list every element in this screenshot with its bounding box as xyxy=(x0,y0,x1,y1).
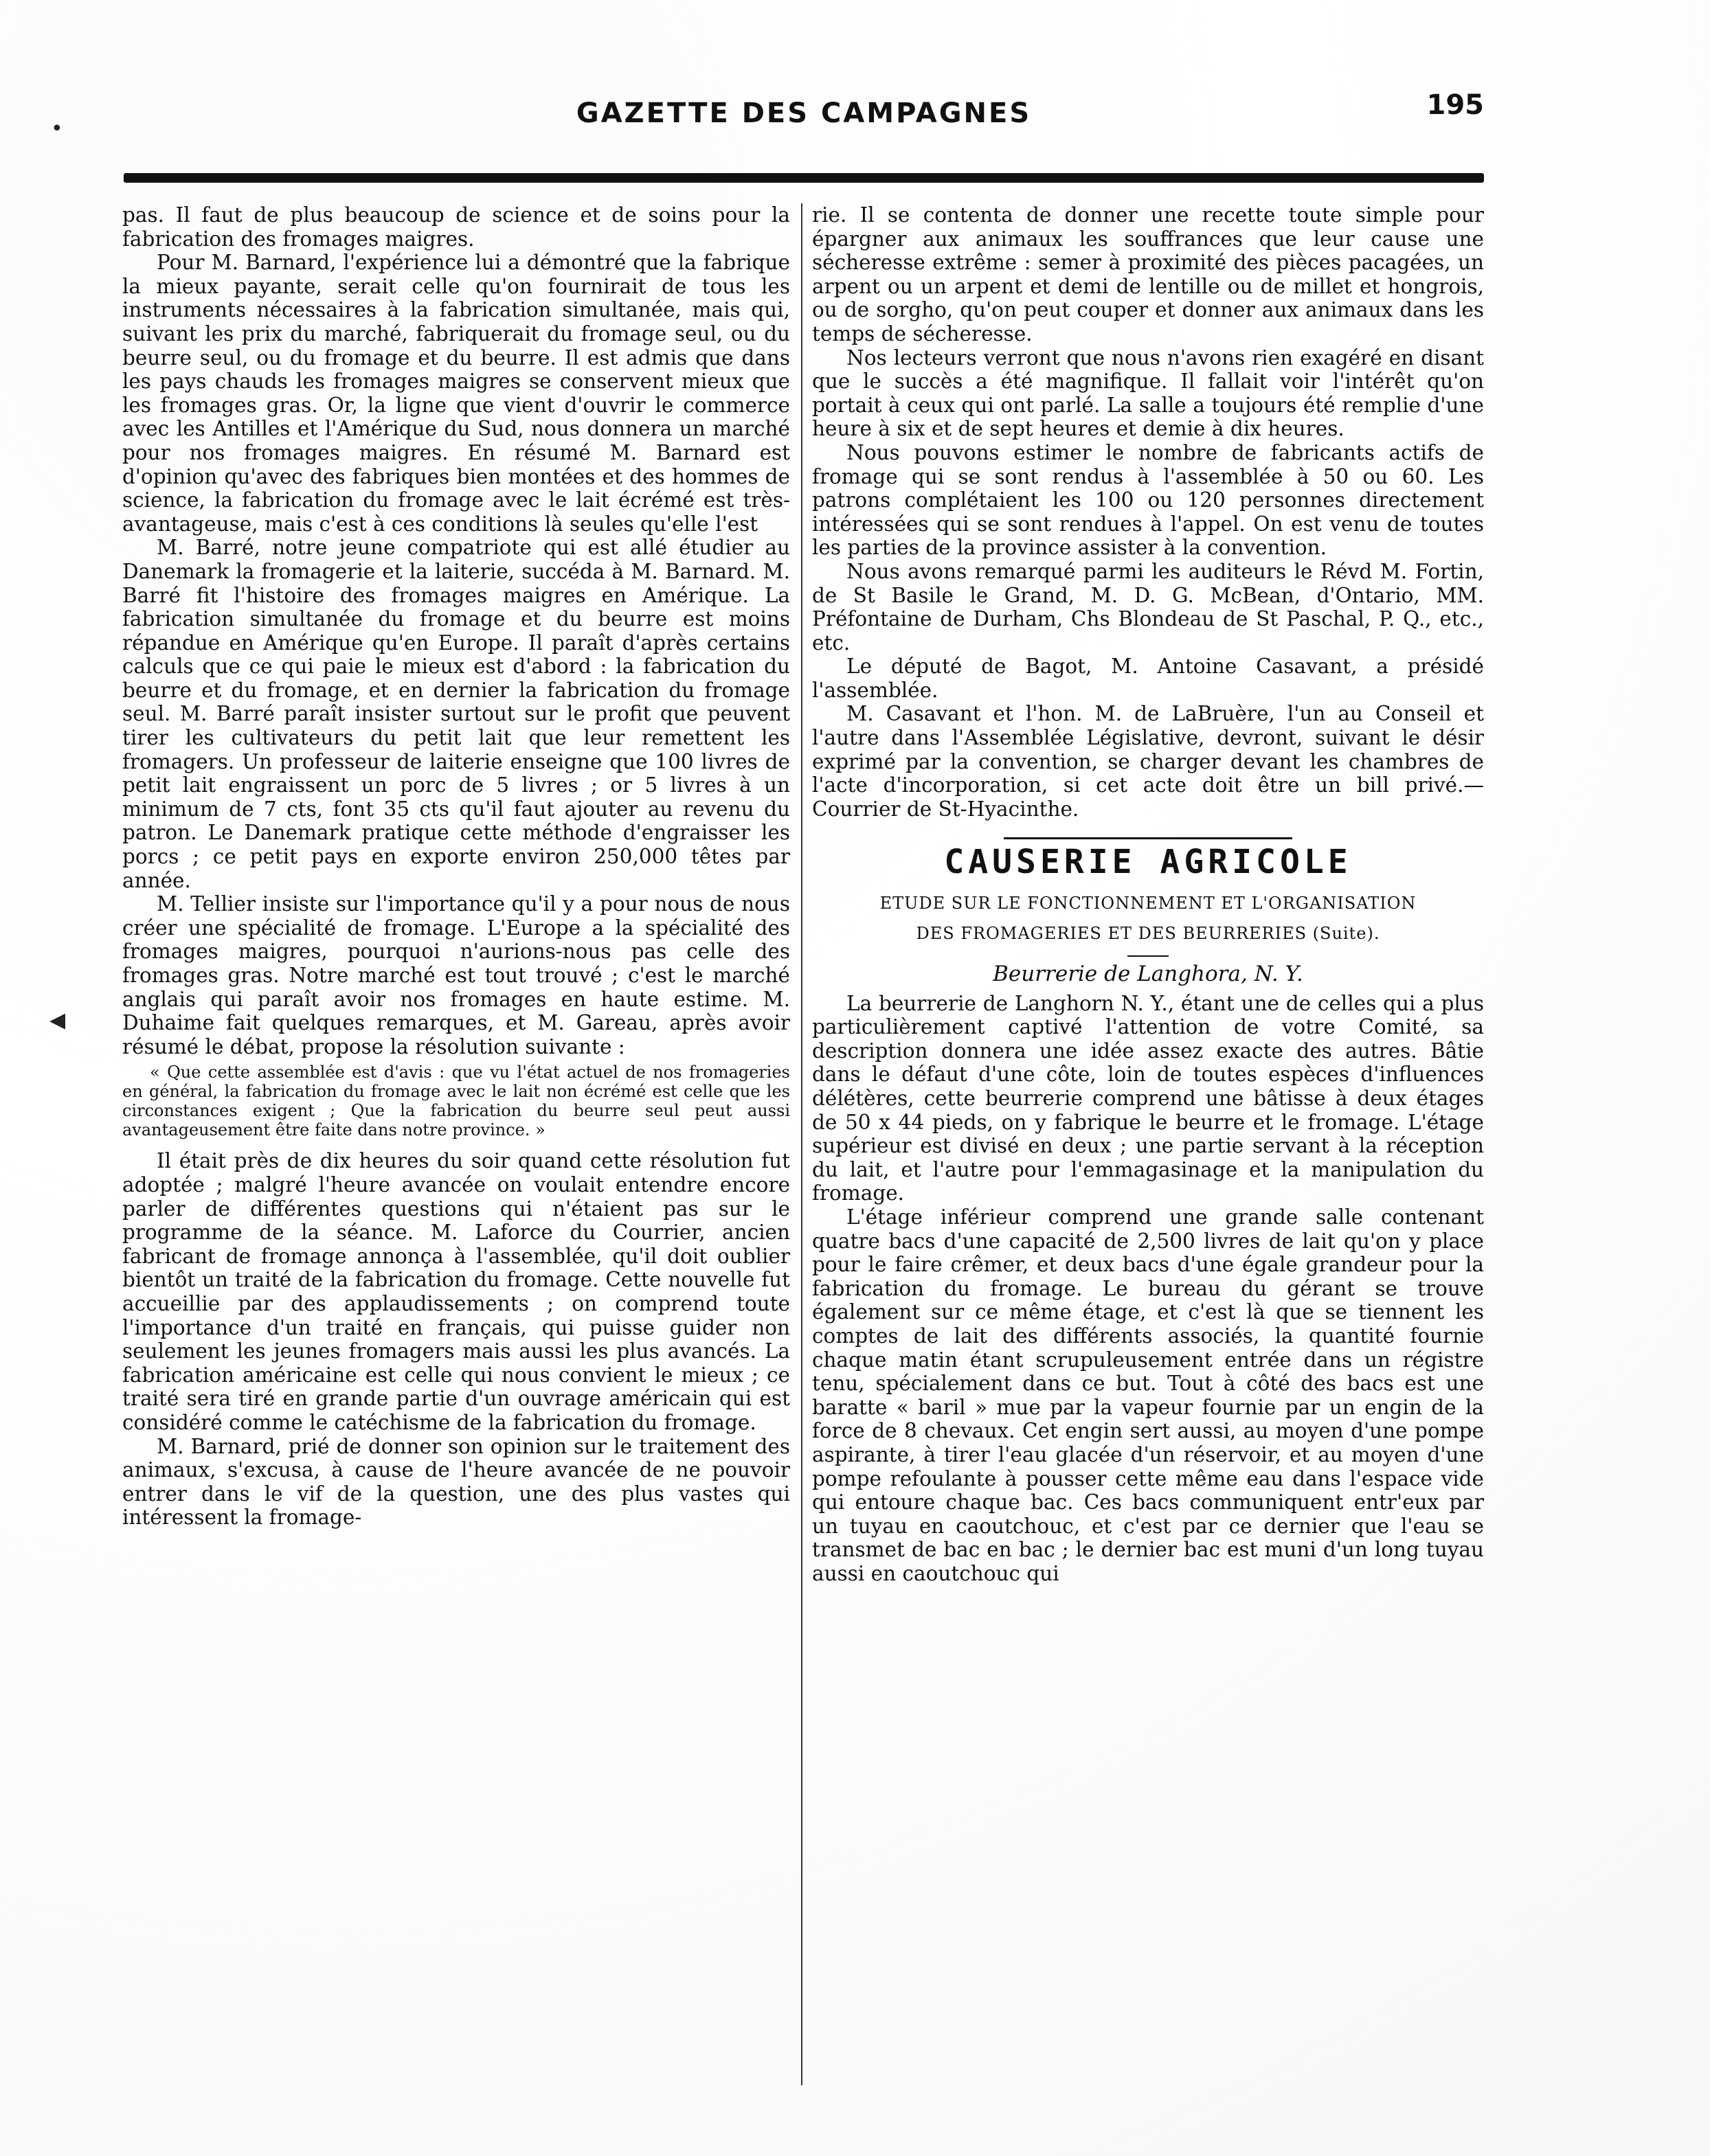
column-divider xyxy=(801,203,802,2085)
margin-mark-left: ◀ xyxy=(49,1008,66,1032)
left-column xyxy=(122,203,790,1530)
paragraph: Pour M. Barnard, l'expérience lui a démontré que la fabrique la mieux payante, serait celle qu'on fournirait de tous les instruments nécessaires à la fabrication simultanée, mais qui, suivant les prix du marché, fabriquerait du fromage seul, ou du beurre seul, ou du fromage et du beurre. Il est admis que dans les pays chauds les fromages maigres se conservent mieux que les fromages gras. Or, la ligne que vient d'ouvrir le commerce avec les Antilles et l'Amérique du Sud, nous donnera un marché pour nos fromages maigres. En résumé M. Barnard est d'opinion qu'avec des fabriques bien montées et des hommes de science, la fabrication du fromage avec le lait écrémé est très-avantageuse, mais c'est à ces conditions là seules qu'elle l'est xyxy=(122,251,790,536)
paragraph: M. Tellier insiste sur l'importance qu'il y a pour nous de nous créer une spécialité de fromage. L'Europe a la spécialité des fromages maigres, pourquoi n'aurions-nous pas celle des fromages gras. Notre marché est tout trouvé ; c'est le marché anglais qui paraît avoir nos fromages en haute estime. M. Duhaime fait quelques remarques, et M. Gareau, après avoir résumé le débat, propose la résolution suivante : xyxy=(122,892,790,1058)
paragraph: M. Barnard, prié de donner son opinion sur le traitement des animaux, s'excusa, à cause de l'heure avancée de ne pouvoir entrer dans le vif de la question, une des plus vastes qui intéressent la fromage- xyxy=(122,1434,790,1530)
section-subtitle-line-1: ETUDE SUR LE FONCTIONNEMENT ET L'ORGANISATION xyxy=(879,894,1417,914)
paragraph: Le député de Bagot, M. Antoine Casavant, a présidé l'assemblée. xyxy=(812,655,1484,702)
paragraph: Nous pouvons estimer le nombre de fabricants actifs de fromage qui se sont rendus à l'assemblée à 50 ou 60. Les patrons complétaient les 100 ou 120 personnes directement intéressées qui se sont rendues à l'appel. On est venu de toutes les parties de la province assister à la convention. xyxy=(812,440,1484,560)
page-header xyxy=(124,89,1484,137)
section-subtitle-line-2: DES FROMAGERIES ET DES BEURRERIES (Suite). xyxy=(916,924,1380,944)
margin-mark-top: • xyxy=(51,117,63,141)
paragraph: La beurrerie de Langhorn N. Y., étant une de celles qui a plus particulièrement captivé l'attention de votre Comité, sa description donnera une idée assez exacte des autres. Bâtie dans le défaut d'une côte, loin de toutes espèces d'influences délétères, cette beurrerie comprend une bâtisse à deux étages de 50 x 44 pieds, on y fabrique le beurre et le fromage. L'étage supérieur est divisé en deux ; une partie servant à la réception du lait, et l'autre pour l'emmagasinage et la manipulation du fromage. xyxy=(812,991,1484,1205)
paragraph: L'étage inférieur comprend une grande salle contenant quatre bacs d'une capacité de 2,500 livres de lait qu'on y place pour le faire crêmer, et deux bacs d'une égale grandeur pour la fabrication du fromage. Le bureau du gérant se trouve également sur ce même étage, et c'est là que se tiennent les comptes de lait des différents associés, la quantité fournie chaque matin étant scrupuleusement entrée dans un régistre tenu, spécialement dans ce but. Tout à côté des bacs est une baratte « baril » mue par la vapeur fournie par un engin de la force de 8 chevaux. Cet engin sert aussi, au moyen d'une pompe aspirante, à tirer l'eau glacée d'un réservoir, et au moyen d'une pompe refoulante à pousser cette même eau dans l'espace vide qui entoure chaque bac. Ces bacs communiquent entr'eux par un tuyau en caoutchouc, et c'est par ce dernier que l'eau se transmet de bac en bac ; le dernier bac est muni d'un long tuyau aussi en caoutchouc qui xyxy=(812,1205,1484,1585)
paragraph: Il était près de dix heures du soir quand cette résolution fut adoptée ; malgré l'heure avancée on voulait entendre encore parler de différentes questions qui n'étaient pas sur le programme de la séance. M. Laforce du Courrier, ancien fabricant de fromage annonça à l'assemblée, qu'il doit oublier bientôt un traité de la fabrication du fromage. Cette nouvelle fut accueillie par des applaudissements ; on comprend toute l'importance d'un traité en français, qui puisse guider non seulement les jeunes fromagers mais aussi les plus avancés. La fabrication américaine est celle qui nous convient le mieux ; ce traité sera tiré en grande partie d'un ouvrage américain qui est considéré comme le catéchisme de la fabrication du fromage. xyxy=(122,1149,790,1434)
section-title: CAUSERIE AGRICOLE xyxy=(944,843,1352,882)
paragraph: M. Casavant et l'hon. M. de LaBruère, l'un au Conseil et l'autre dans l'Assemblée Législative, devront, suivant le désir exprimé par la convention, se charger devant les chambres de l'acte d'incorporation, si cet acte doit être un bill privé.—Courrier de St-Hyacinthe. xyxy=(812,702,1484,821)
paragraph: Nous avons remarqué parmi les auditeurs le Révd M. Fortin, de St Basile le Grand, M. D. G. McBean, d'Ontario, MM. Préfontaine de Durham, Chs Blondeau de St Paschal, P. Q., etc., etc. xyxy=(812,559,1484,655)
paragraph: Nos lecteurs verront que nous n'avons rien exagéré en disant que le succès a été magnifique. Il fallait voir l'intérêt qu'on portait à ceux qui ont parlé. La salle a toujours été remplie d'une heure à six et de sept heures et demie à dix heures. xyxy=(812,345,1484,441)
section-rule xyxy=(1004,837,1292,839)
header-rule xyxy=(124,173,1484,183)
short-rule xyxy=(1127,955,1169,957)
article-subhead: Beurrerie de Langhora, N. Y. xyxy=(993,962,1303,987)
page-number: 195 xyxy=(1426,89,1484,121)
resolution-text: « Que cette assemblée est d'avis : que vu l'état actuel de nos fromageries en général, la fabrication du fromage avec le lait non écrémé est celle que les circonstances exigent ; Que la fabrication du beurre seul peut aussi avantageusement être faite dans notre province. » xyxy=(122,1063,790,1140)
right-column xyxy=(812,203,1484,1585)
paragraph: M. Barré, notre jeune compatriote qui est allé étudier au Danemark la fromagerie et la laiterie, succéda à M. Barnard. M. Barré fit l'histoire des fromages maigres en Amérique. La fabrication simultanée du fromage et du beurre est moins répandue en Amérique qu'en Europe. Il paraît d'après certains calculs que ce qui paie le mieux est d'abord : la fabrication du beurre et du fromage, et en dernier la fabrication du fromage seul. M. Barré paraît insister surtout sur le profit que peuvent tirer les cultivateurs du petit lait que leur remettent les fromagers. Un professeur de laiterie enseigne que 100 livres de petit lait engraissent un porc de 5 livres ; or 5 livres à un minimum de 7 cts, font 35 cts qu'il faut ajouter au revenu du patron. Le Danemark pratique cette méthode d'engraisser les porcs ; ce petit pays en exporte environ 250,000 têtes par année. xyxy=(122,536,790,892)
paragraph: pas. Il faut de plus beaucoup de science et de soins pour la fabrication des fromages maigres. xyxy=(122,203,790,251)
paragraph: rie. Il se contenta de donner une recette toute simple pour épargner aux animaux les souffrances que leur cause une sécheresse extrême : semer à proximité des pièces pacagées, un arpent ou un arpent et demi de lentille ou de millet et hongrois, ou de sorgho, qu'on peut couper et donner aux animaux dans les temps de sécheresse. xyxy=(812,203,1484,345)
newspaper-title: GAZETTE DES CAMPAGNES xyxy=(576,98,1032,129)
